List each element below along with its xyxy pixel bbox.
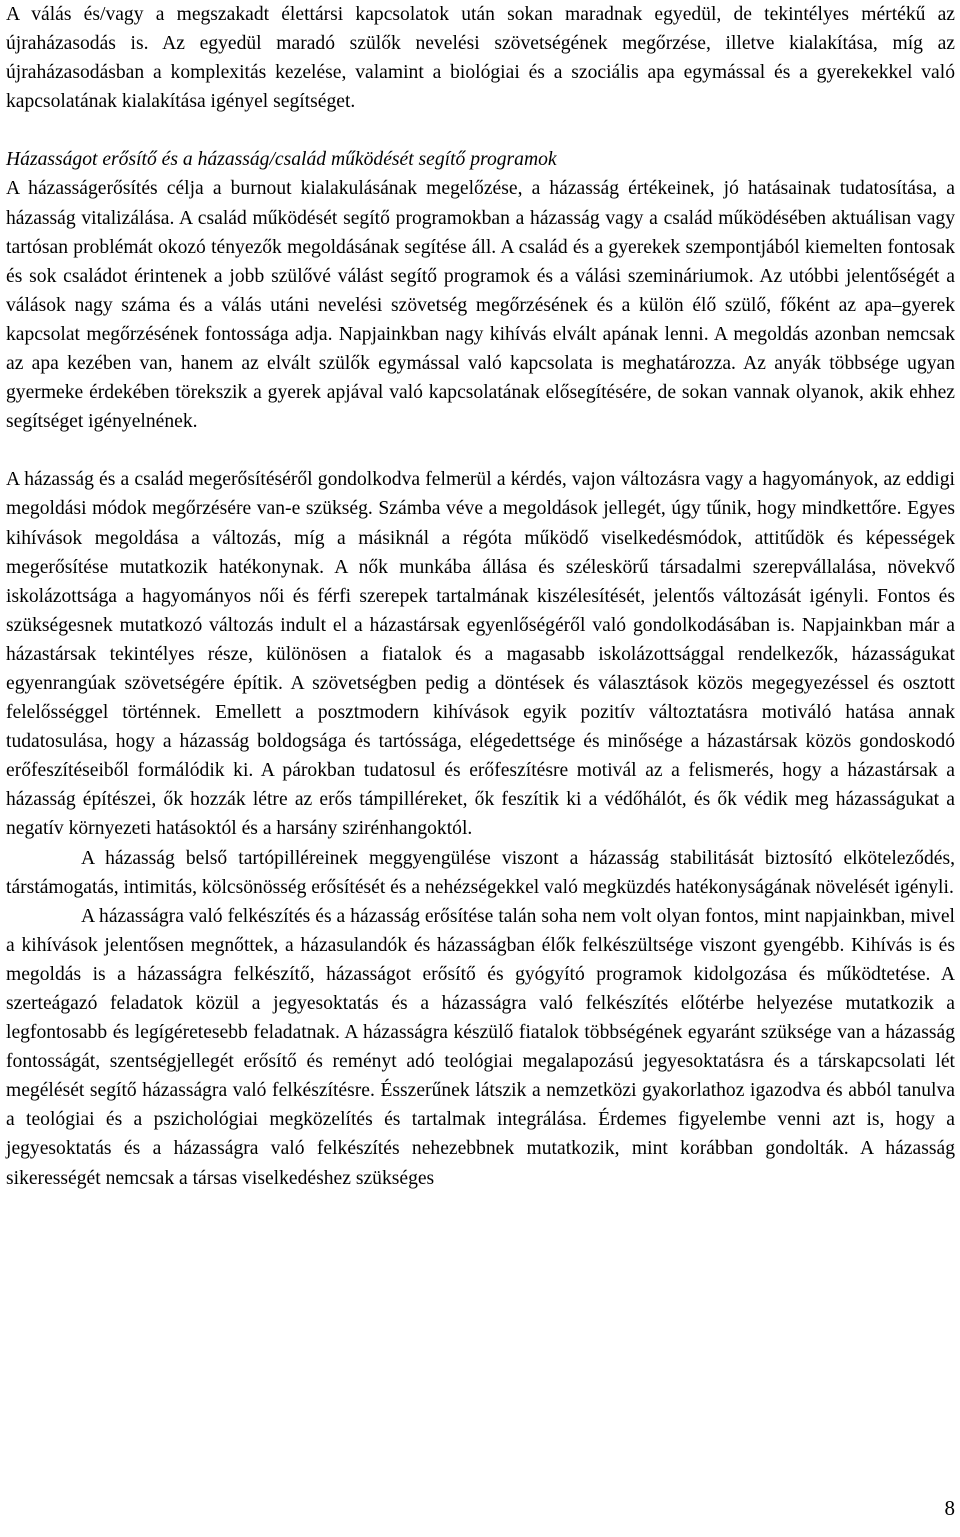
paragraph-change-or-tradition: A házasság és a család megerősítéséről gondolkodva felmerül a kérdés, vajon változásra vagy a hagyományok, az eddigi megoldási módok megőrzésére van-e szükség. Számba véve a megoldások jellegét, úgy tűnik, hogy mindkettőre. Egyes kihívások megoldása a változás, míg a másiknál a régóta működő viselkedésmódok, attitűdök és képességek megerősítése mutatkozik hatékonynak. A nők munkába állása és széleskörű társadalmi szerepvállalása, növekvő iskolázottsága a hagyományos női és férfi szerepek tartalmának kiszélesítését, jelentős változását igényli. Fontos és szükségesnek mutatkozó változás indult el a házastársak egyenlőségéről való gondolkodásában is. Napjainkban már a házastársak tekintélyes része, különösen a fiatalok és a magasabb iskolázottsággal rendelkezők, házasságukat egyenrangúak szövetségére építik. A szövetségben pedig a döntések és választások közös megegyezéssel és osztott felelősséggel történnek. Emellett a posztmodern kihívások egyik pozitív változtatásra motiváló hatása annak tudatosulása, hogy a házasság boldogsága és tartóssága, elégedettsége és minősége a házastársak közös gondoskodó erőfeszítéseiből formálódik ki. A párokban tudatosul és erőfeszítésre motivál az a felismerés, hogy a házastársak a házasság építészei, ők hozzák létre az erős támpilléreket, ők feszítik ki a védőhálót, és ők védik meg házasságukat a negatív környezeti hatásoktól és a harsány szirénhangoktól. xyxy=(6,469,955,840)
paragraph-marriage-preparation: A házasságra való felkészítés és a házasság erősítése talán soha nem volt olyan fontos, mint napjainkban, mivel a kihívások jelentősen megnőttek, a házasulandók és házasságban élők felkészültsége viszont gyengébb. Kihívás is és megoldás is a házasságra felkészítő, házasságot erősítő és gyógyító programok kidolgozása és működtetése. A szerteágazó feladatok közül a jegyesoktatás és a házasságra való felkészítés előtérbe helyezése mutatkozik a legfontosabb és legígéretesebb feladatnak. A házasságra készülő fiatalok többségének egyaránt szüksége van a házasság fontosságát, szentségjellegét erősítő és reményt adó teológiai megalapozású jegyesoktatásra és a társkapcsolati lét megélését segítő házasságra való felkészítésre. Ésszerűnek látszik a nemzetközi gyakorlathoz igazodva és abból tanulva a teológiai és a pszichológiai megközelítés és tartalmak integrálása. Érdemes figyelembe venni azt is, hogy a jegyesoktatás és a házasságra való felkészítés nehezebbnek mutatkozik, mint korábban gondolták. A házasság sikerességét nemcsak a társas viselkedéshez szükséges xyxy=(6,905,955,1189)
section-heading: Házasságot erősítő és a házasság/család működését segítő programok xyxy=(6,149,557,171)
paragraph-inner-pillars: A házasság belső tartópilléreinek meggyengülése viszont a házasság stabilitását biztosító elköteleződés, társtámogatás, intimitás, kölcsönösség erősítését és a nehézségekkel való megküzdés hatékonyságának növelését igényli. xyxy=(6,847,955,898)
paragraph-marriage-strengthening: A házasságerősítés célja a burnout kialakulásának megelőzése, a házasság értékeinek, jó hatásainak tudatosítása, a házasság vitalizálása. A család működését segítő programokban a házasság vagy a család működésében aktuálisan vagy tartósan problémát okozó tényezők megoldásának segítése áll. A család és a gyerekek szempontjából kiemelten fontosak és sok családot érintenek a jobb szülővé válást segítő programok és a válási szemináriumok. Az utóbbi jelentőségét a válások nagy száma és a válás utáni nevelési szövetség megőrzésének és a külön élő szülő, főként az apa–gyerek kapcsolat megőrzésének fontossága adja. Napjainkban nagy kihívás elvált apának lenni. A megoldás azonban nemcsak az apa kezében van, hanem az elvált szülők egymással való kapcsolata is meghatározza. Az anyák többsége ugyan gyermeke érdekében törekszik a gyerek apjával való kapcsolatának elősegítésére, de sokan vannak olyanok, akik ehhez segítséget igényelnének. xyxy=(6,178,955,433)
paragraph-remarriage: A válás és/vagy a megszakadt élettársi kapcsolatok után sokan maradnak egyedül, de tekintélyes mértékű az újraházasodás is. Az egyedül maradó szülők nevelési szövetségének megőrzése, illetve kialakítása, míg az újraházasodásban a komplexitás kezelése, valamint a biológiai és a szociális apa egymással és a gyerekekkel való kapcsolatának kialakítása igényel segítséget. xyxy=(6,4,955,113)
document-page xyxy=(6,0,955,1193)
page-number: 8 xyxy=(944,1496,955,1520)
